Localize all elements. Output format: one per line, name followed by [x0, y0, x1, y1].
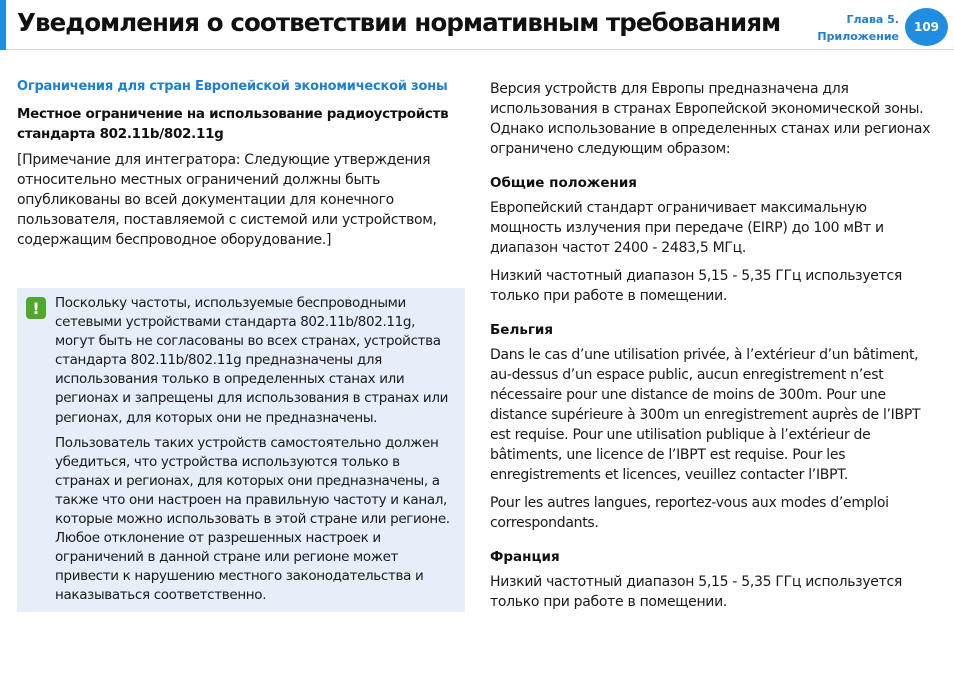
header-accent-bar	[0, 0, 6, 50]
page-number-badge: 109	[905, 8, 948, 46]
section-title: Ограничения для стран Европейской экономической зоны	[17, 79, 448, 94]
left-column	[17, 79, 467, 250]
chapter-name: Приложение	[817, 30, 899, 43]
chapter-label	[817, 11, 899, 45]
note-paragraph: Поскольку частоты, используемые беспроводными сетевыми устройствами стандарта 802.11b/802.11g, могут быть не согласованы во всех странах, устройства стандарта 802.11b/802.11g предназначены для использования только в определенных станах или регионах и запрещены для использования в странах или регионах, для которых они не предназначены.	[55, 295, 449, 426]
header-divider	[6, 49, 954, 50]
general-heading: Общие положения	[490, 175, 637, 191]
france-paragraph: Низкий частотный диапазон 5,15 - 5,35 ГГц используется только при работе в помещении.	[490, 574, 902, 610]
belgium-paragraph: Dans le cas d’une utilisation privée, à l’extérieur d’un bâtiment, au-dessus d’un espace public, aucun enregistrement n’est nécessaire pour une distance de moins de 300m. Pour une distance supérieure à 300m un enregistrement auprès de l’IBPT est requise. Pour une utilisation publique à l’extérieur de bâtiments, une licence de l’IBPT est requise. Pour les enregistrements et licences, veuillez contacter l’IBPT.	[490, 347, 921, 483]
europe-intro: Версия устройств для Европы предназначена для использования в странах Европейской экономической зоны. Однако использование в определенных станах или регионах ограничено следующим образом:	[490, 81, 931, 157]
general-paragraph: Европейский стандарт ограничивает максимальную мощность излучения при передаче (EIRP) до 100 мВт и диапазон частот 2400 - 2483,5 МГц.	[490, 200, 884, 256]
integrator-note: [Примечание для интегратора: Следующие утверждения относительно местных ограничений должны быть опубликованы во всей документации для конечного пользователя, поставляемой с системой или устройством, содержащим беспроводное оборудование.]	[17, 152, 437, 248]
general-paragraph: Низкий частотный диапазон 5,15 - 5,35 ГГц используется только при работе в помещении.	[490, 268, 902, 304]
right-column	[490, 79, 940, 620]
page-title: Уведомления о соответствии нормативным требованиям	[17, 8, 781, 37]
subsection-title: Местное ограничение на использование радиоустройств стандарта 802.11b/802.11g	[17, 106, 449, 142]
belgium-paragraph: Pour les autres langues, reportez-vous aux modes d’emploi correspondants.	[490, 495, 889, 531]
warning-note-box	[17, 288, 465, 612]
note-paragraph: Пользователь таких устройств самостоятельно должен убедиться, что устройства используются только в странах и регионах, для которых они предназначены, а также что они настроен на правильную частоту и канал, которые можно использовать в этой стране или регионе. Любое отклонение от разрешенных настроек и ограничений в данной стране или регионе может привести к нарушению местного законодательства и наказываться соответственно.	[55, 434, 450, 604]
chapter-number: Глава 5.	[846, 13, 899, 26]
belgium-heading: Бельгия	[490, 322, 554, 338]
note-text	[55, 294, 457, 612]
exclamation-icon: !	[26, 297, 46, 319]
france-heading: Франция	[490, 549, 560, 565]
